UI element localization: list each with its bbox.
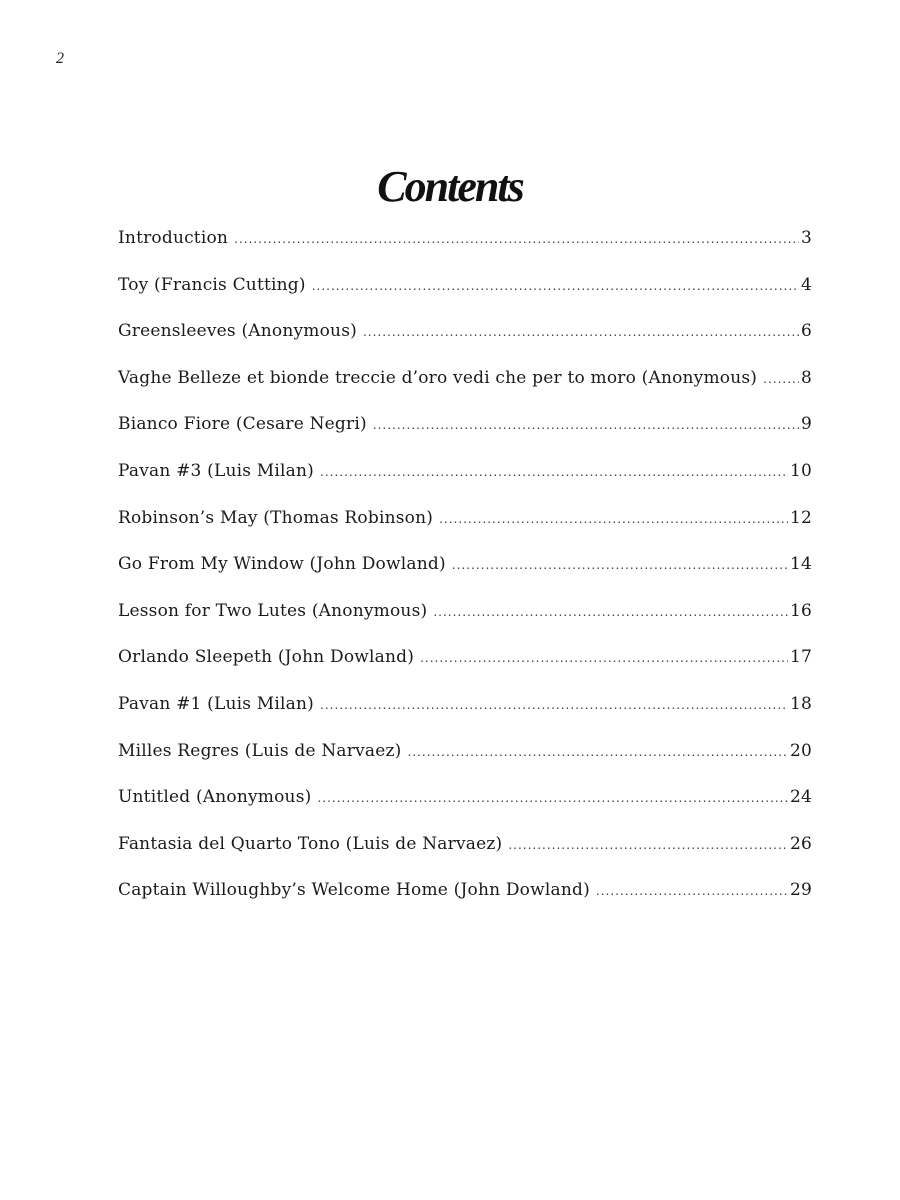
- table-of-contents: [118, 224, 812, 923]
- toc-entry-title: Milles Regres (Luis de Narvaez): [118, 740, 402, 761]
- toc-entry-title: Pavan #1 (Luis Milan): [118, 693, 314, 714]
- dot-leader: [312, 272, 799, 300]
- toc-entry-page: 16: [789, 600, 812, 621]
- toc-entry: [118, 876, 812, 923]
- toc-entry-title: Vaghe Belleze et bionde treccie d’oro vedi che per to moro (Anonymous): [118, 367, 758, 388]
- toc-entry: [118, 364, 812, 411]
- toc-entry-page: 20: [789, 740, 812, 761]
- page-number: 2: [56, 50, 64, 67]
- dot-leader: [320, 691, 788, 719]
- toc-entry: [118, 504, 812, 551]
- dot-leader: [317, 784, 787, 812]
- dot-leader: [763, 365, 799, 393]
- toc-entry: [118, 643, 812, 690]
- dot-leader: [373, 411, 799, 439]
- toc-entry: [118, 317, 812, 364]
- toc-entry: [118, 457, 812, 504]
- dot-leader: [363, 318, 799, 346]
- toc-entry-page: 4: [800, 274, 812, 295]
- toc-entry-page: 24: [789, 787, 812, 808]
- toc-entry: [118, 830, 812, 877]
- toc-entry-page: 14: [789, 554, 812, 575]
- toc-entry: [118, 737, 812, 784]
- toc-entry: [118, 783, 812, 830]
- toc-entry-title: Go From My Window (John Dowland): [118, 554, 446, 575]
- toc-entry: [118, 410, 812, 457]
- toc-entry: [118, 550, 812, 597]
- toc-entry-page: 17: [789, 647, 812, 668]
- dot-leader: [407, 738, 787, 766]
- toc-entry-title: Introduction: [118, 228, 229, 248]
- toc-entry: [118, 224, 812, 271]
- dot-leader: [420, 644, 788, 672]
- toc-entry-title: Fantasia del Quarto Tono (Luis de Narvaez): [118, 833, 503, 854]
- toc-entry-title: Pavan #3 (Luis Milan): [118, 460, 314, 481]
- toc-entry-title: Toy (Francis Cutting): [118, 274, 306, 295]
- toc-entry-page: 29: [789, 880, 812, 901]
- dot-leader: [452, 551, 788, 579]
- toc-entry-page: 12: [789, 507, 812, 528]
- toc-entry-title: Robinson’s May (Thomas Robinson): [118, 507, 434, 528]
- toc-entry: [118, 597, 812, 644]
- toc-entry-title: Orlando Sleepeth (John Dowland): [118, 647, 415, 668]
- dot-leader: [596, 877, 788, 905]
- dot-leader: [234, 225, 799, 253]
- toc-entry-page: 26: [789, 833, 812, 854]
- toc-entry: [118, 271, 812, 318]
- dot-leader: [433, 598, 788, 626]
- dot-leader: [320, 458, 788, 486]
- toc-entry-page: 8: [800, 367, 812, 388]
- toc-entry-title: Lesson for Two Lutes (Anonymous): [118, 600, 428, 621]
- toc-entry-page: 9: [800, 414, 812, 435]
- toc-entry-page: 6: [800, 321, 812, 342]
- toc-entry-page: 18: [789, 693, 812, 714]
- toc-entry-title: Captain Willoughby’s Welcome Home (John Dowland): [118, 880, 590, 901]
- toc-entry-title: Greensleeves (Anonymous): [118, 321, 357, 342]
- toc-entry-page: 10: [789, 460, 812, 481]
- dot-leader: [439, 505, 788, 533]
- toc-entry-title: Untitled (Anonymous): [118, 787, 312, 808]
- toc-entry: [118, 690, 812, 737]
- dot-leader: [508, 831, 788, 859]
- toc-entry-page: 3: [800, 228, 812, 248]
- toc-entry-title: Bianco Fiore (Cesare Negri): [118, 414, 367, 435]
- page-title: Contents: [377, 162, 523, 212]
